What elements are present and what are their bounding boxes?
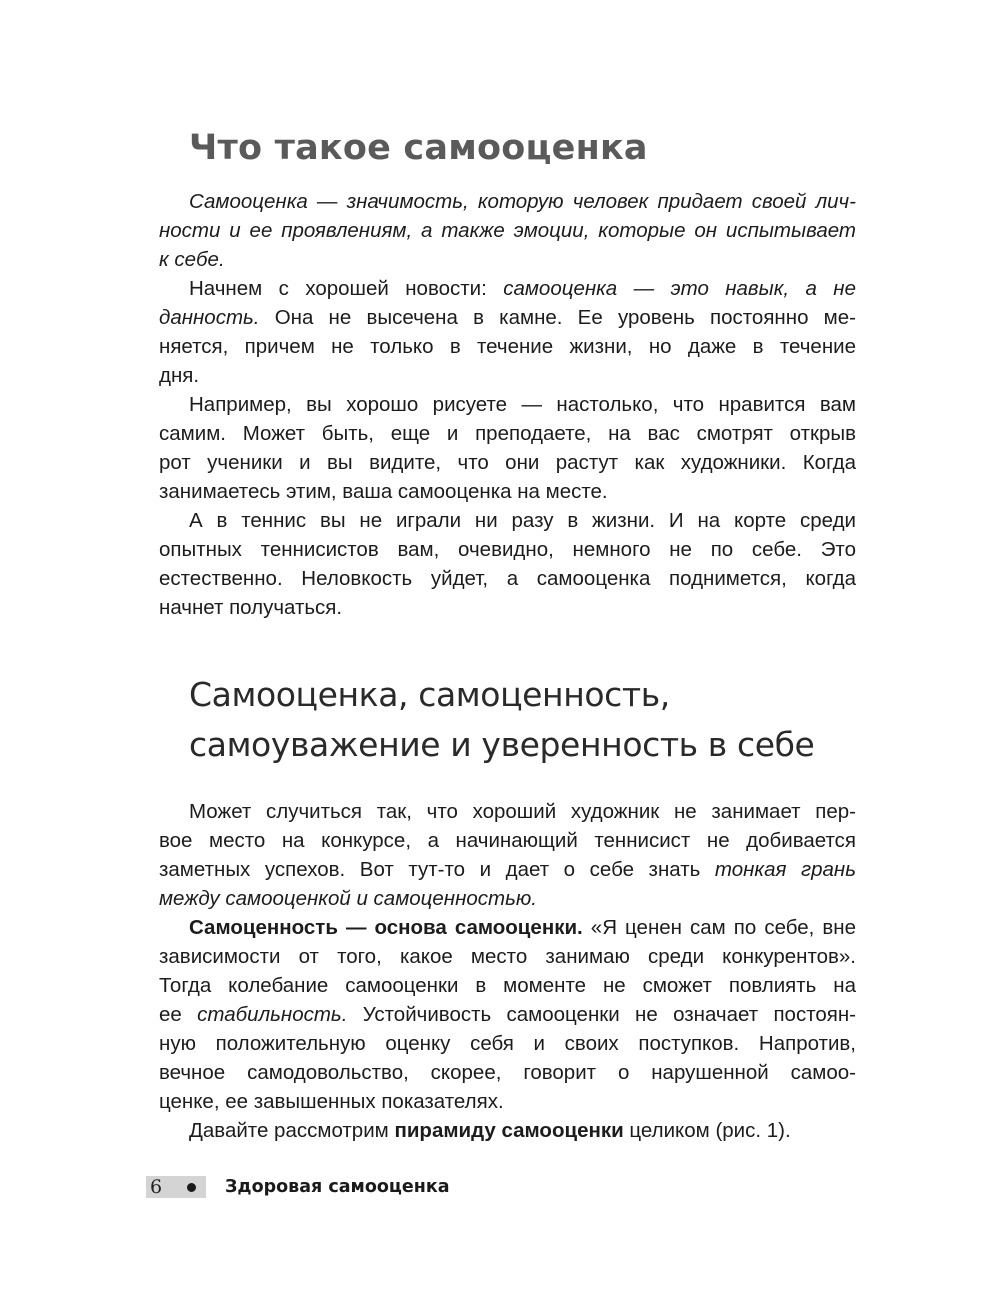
text-run: начнет получаться. xyxy=(159,596,343,619)
italic-text: к себе. xyxy=(159,248,225,271)
paragraph-line xyxy=(159,564,856,593)
text-run: Может случиться так, что хороший художник не занимает пер- xyxy=(189,800,856,823)
text-run: ценке, ее завышенных показателях. xyxy=(159,1090,504,1113)
paragraph-line xyxy=(159,1029,856,1058)
bold-text: пирамиду самооценки xyxy=(394,1119,624,1142)
paragraph-line xyxy=(159,245,856,274)
italic-text: Самооценка — значимость, которую человек придает своей лич- xyxy=(189,190,856,213)
paragraph-line xyxy=(159,1087,856,1116)
text-run: рот ученики и вы видите, что они растут как художники. Когда xyxy=(159,451,856,474)
bold-text: Самоценность — основа самооценки. xyxy=(189,916,583,939)
text-run: заметных успехов. Вот тут-то и дает о себе знать xyxy=(159,858,715,881)
text-run: естественно. Неловкость уйдет, а самооценка поднимется, когда xyxy=(159,567,856,590)
paragraph-line xyxy=(159,187,856,216)
text-run: зависимости от того, какое место занимаю среди конкурентов». xyxy=(159,945,856,968)
text-run: няется, причем не только в течение жизни, но даже в течение xyxy=(159,335,856,358)
paragraph-line xyxy=(159,448,856,477)
paragraph-line xyxy=(159,535,856,564)
paragraph-line xyxy=(159,274,856,303)
paragraph-line xyxy=(159,506,856,535)
paragraph-line xyxy=(159,855,856,884)
page-footer xyxy=(146,1176,546,1200)
paragraph-line xyxy=(159,971,856,1000)
text-run: занимаетесь этим, ваша самооценка на месте. xyxy=(159,480,608,503)
italic-text: стабильность. xyxy=(197,1003,348,1026)
text-run: Давайте рассмотрим xyxy=(189,1119,395,1142)
text-run: «Я ценен сам по себе, вне xyxy=(582,916,856,939)
paragraph-line xyxy=(159,332,856,361)
text-run: Например, вы хорошо рисуете — настолько, что нравится вам xyxy=(189,393,856,416)
page-number: 6 xyxy=(150,1176,163,1198)
paragraph-line xyxy=(159,361,856,390)
subsection-body xyxy=(159,797,856,1145)
subsection-heading-line: Самооценка, самоценность, xyxy=(189,675,670,714)
italic-text: между самооценкой и самоценностью. xyxy=(159,887,537,910)
text-run: вое место на конкурсе, а начинающий теннисист не добивается xyxy=(159,829,856,852)
section-heading: Что такое самооценка xyxy=(189,128,648,168)
bullet-dot-icon xyxy=(187,1183,196,1192)
italic-text: ности и ее проявлениям, а также эмоции, которые он испытывает xyxy=(159,219,856,242)
paragraph-line xyxy=(159,477,856,506)
paragraph-line xyxy=(159,942,856,971)
paragraph-line xyxy=(159,1116,856,1145)
text-run: Устойчивость самооценки не означает постоян- xyxy=(347,1003,857,1026)
paragraph-line xyxy=(159,216,856,245)
paragraph-line xyxy=(159,1000,856,1029)
paragraph-line xyxy=(159,390,856,419)
text-run: А в теннис вы не играли ни разу в жизни. И на корте среди xyxy=(189,509,856,532)
text-run: Тогда колебание самооценки в моменте не сможет повлиять на xyxy=(159,974,856,997)
text-run: Начнем с хорошей новости: xyxy=(189,277,504,300)
text-run: ную положительную оценку себя и своих поступков. Напротив, xyxy=(159,1032,856,1055)
paragraph-line xyxy=(159,1058,856,1087)
paragraph-line xyxy=(159,884,856,913)
text-run: опытных теннисистов вам, очевидно, немного не по себе. Это xyxy=(159,538,856,561)
text-run: вечное самодовольство, скорее, говорит о нарушенной самоо- xyxy=(159,1061,856,1084)
text-run: Она не высечена в камне. Ее уровень постоянно ме- xyxy=(259,306,856,329)
running-head: Здоровая самооценка xyxy=(225,1177,450,1197)
paragraph-line xyxy=(159,826,856,855)
italic-text: данность. xyxy=(159,306,260,329)
paragraph-line xyxy=(159,797,856,826)
text-run: самим. Может быть, еще и преподаете, на вас смотрят открыв xyxy=(159,422,856,445)
paragraph-line xyxy=(159,913,856,942)
section-body xyxy=(159,187,856,622)
italic-text: самооценка — это навык, а не xyxy=(503,277,856,300)
text-run: целиком (рис. 1). xyxy=(623,1119,791,1142)
paragraph-line xyxy=(159,303,856,332)
paragraph-line xyxy=(159,419,856,448)
subsection-heading-line: самоуважение и уверенность в себе xyxy=(189,725,815,764)
text-run: дня. xyxy=(159,364,200,387)
text-run: ее xyxy=(159,1003,198,1026)
italic-text: тонкая грань xyxy=(714,858,856,881)
paragraph-line xyxy=(159,593,856,622)
subsection-heading xyxy=(189,670,814,770)
